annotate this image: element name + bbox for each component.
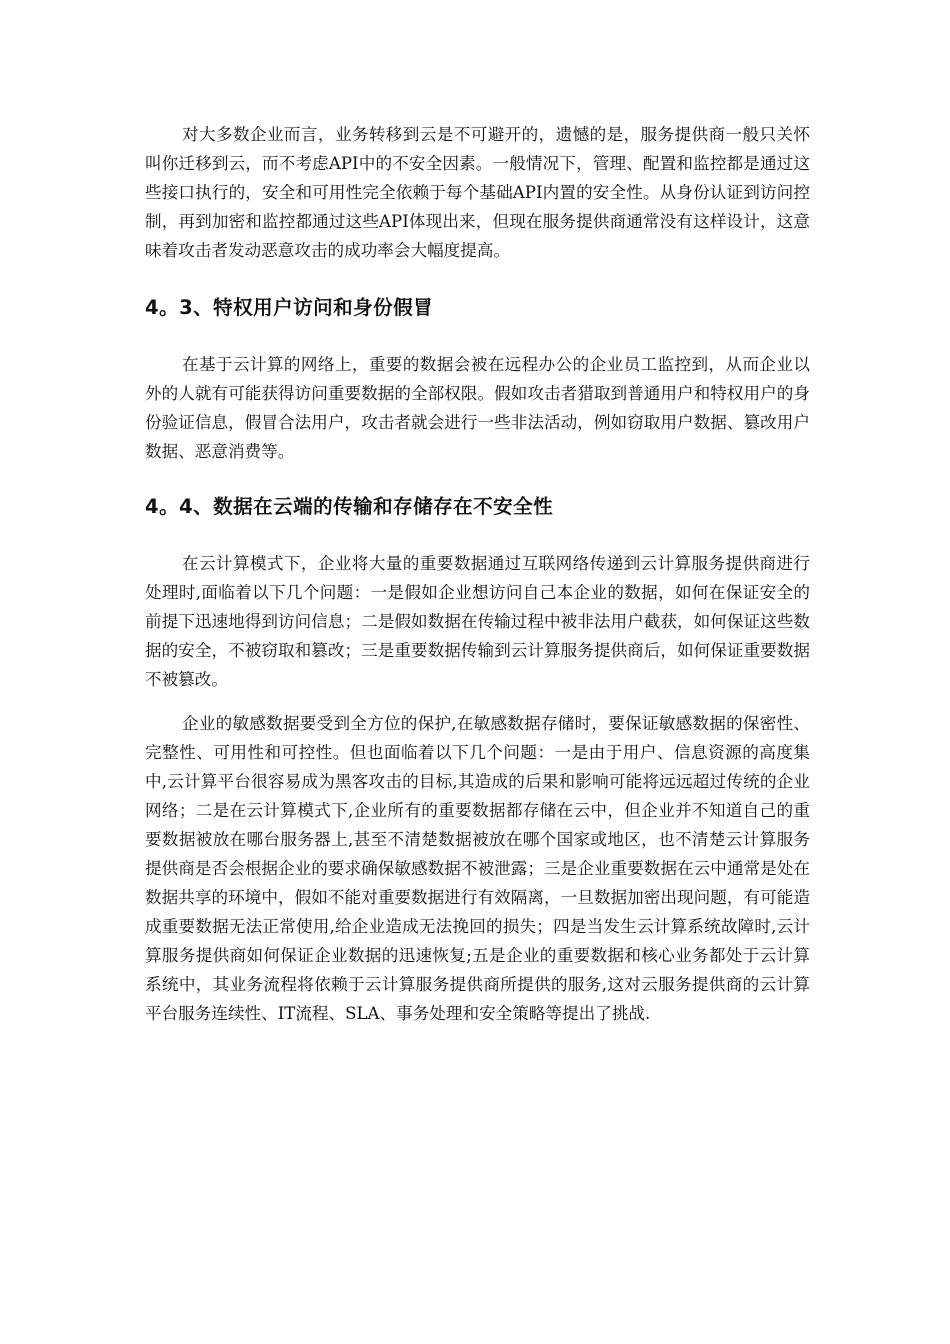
document-body [145, 120, 810, 1028]
data-storage-paragraph: 企业的敏感数据要受到全方位的保护,在敏感数据存储时，要保证敏感数据的保密性、完整性、可用性和可控性。但也面临着以下几个问题：一是由于用户、信息资源的高度集中,云计算平台很容易成为黑客攻击的目标,其造成的后果和影响可能将远远超过传统的企业网络；二是在云计算模式下,企业所有的重要数据都存储在云中，但企业并不知道自己的重要数据被放在哪台服务器上,甚至不清楚数据被放在哪个国家或地区，也不清楚云计算服务提供商是否会根据企业的要求确保敏感数据不被泄露；三是企业重要数据在云中通常是处在数据共享的环境中，假如不能对重要数据进行有效隔离，一旦数据加密出现问题，有可能造成重要数据无法正常使用,给企业造成无法挽回的损失；四是当发生云计算系统故障时,云计算服务提供商如何保证企业数据的迅速恢复;五是企业的重要数据和核心业务都处于云计算系统中，其业务流程将依赖于云计算服务提供商所提供的服务,这对云服务提供商的云计算平台服务连续性、IT流程、SLA、事务处理和安全策略等提出了挑战. [145, 714, 810, 1023]
data-transmission-paragraph: 在云计算模式下，企业将大量的重要数据通过互联网络传递到云计算服务提供商进行处理时,面临着以下几个问题：一是假如企业想访问自己本企业的数据，如何在保证安全的前提下迅速地得到访问信息；二是假如数据在传输过程中被非法用户截获，如何保证这些数据的安全，不被窃取和篡改；三是重要数据传输到云计算服务提供商后，如何保证重要数据不被篡改。 [145, 554, 810, 689]
api-security-paragraph: 对大多数企业而言，业务转移到云是不可避开的，遗憾的是，服务提供商一般只关怀叫你迁移到云，而不考虑API中的不安全因素。一般情况下，管理、配置和监控都是通过这些接口执行的，安全和可用性完全依赖于每个基础API内置的安全性。从身份认证到访问控制，再到加密和监控都通过这些API体现出来，但现在服务提供商通常没有这样设计，这意味着攻击者发动恶意攻击的成功率会大幅度提高。 [145, 125, 810, 260]
privileged-access-paragraph: 在基于云计算的网络上，重要的数据会被在远程办公的企业员工监控到，从而企业以外的人就有可能获得访问重要数据的全部权限。假如攻击者猎取到普通用户和特权用户的身份验证信息，假冒合法用户，攻击者就会进行一些非法活动，例如窃取用户数据、篡改用户数据、恶意消费等。 [145, 355, 810, 461]
section-4-4-heading: 4。4、数据在云端的传输和存储存在不安全性 [145, 495, 554, 518]
section-4-3-heading: 4。3、特权用户访问和身份假冒 [145, 296, 434, 319]
